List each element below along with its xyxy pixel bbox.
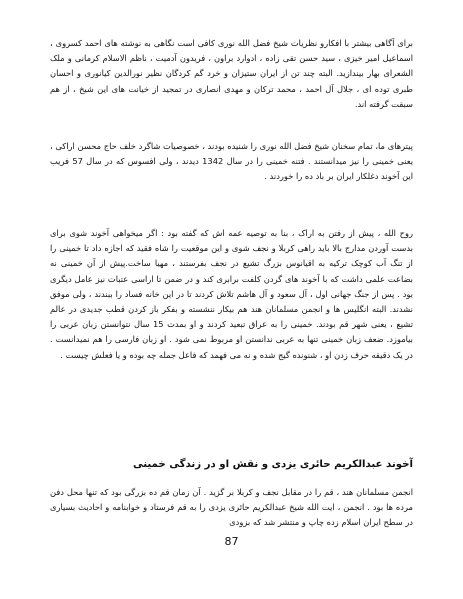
page-number: 87 [224,535,239,548]
paragraph-2: پیترهای ما، تمام سخنان شیخ فضل الله نوری را شنیده بودند ، خصوصیات شاگرد خلف حاج محسن اراکی ، یعنی خمینی را نیز میدانستند . فتنه خمینی را در سال 1342 دیدند ، ولی افسوس که در سال 57 فریب این آخوند دغلکار ایران بر باد ده را خوردند . [50,141,414,182]
paragraph-4: روح الله ، پیش از رفتن به اراک ، بنا به توصیه عمه اش که گفته بود : اگر میخواهی آخوند شوی برای بدست آوردن مدارج بالا باید راهی کربلا و نجف شوی و این موقعیت را شاه فقید که اجازه داد تا خمینی را از تنگ آب کوچک ترکیه به اقیانوس بزرگ تشیع در نجف بفرستند ، مهیا ساخت.پیش از آن خمینی نه بضاعت علمی داشت که با آخوند های گردن کلفت برابری کند و در ضمن تا اراسی عتبات نیز عامل دیگری بود . پس از جنگ جهانی اول ، آل سعود و آل هاشم تلاش کردند تا در این خانه فساد را ببندند ، ولی موفق نشدند. البته انگلیس ها و انجمن مسلمانان هند هم بیکار ننشسته و بفکر باز کردن قطب جدیدی در عالم تشیع ، یعنی شهر قم بودند. خمینی را به عراق تبعید کردند و او بمدت 15 سال نتوانستن زبان عربی را بیاموزد. ضعف زبان خمینی تنها به عربی ندانستن او مربوط نمی شود . او زبان فارسی را هم نمیدانست . در یک دقیقه حرف زدن او ، شنونده گیج شده و نه می فهمد که فاعل جمله چه بوده و یا فعلش چیست . [50,228,414,360]
paragraph-1: برای آگاهی بیشتر با افکارو نظریات شیخ فضل الله نوری کافی است نگاهی به نوشته های احمد کسروی ، اسماعیل امیر خیزی ، سید حسن تقی زاده ، ادوارد براون ، فریدون آدمیت ، ناظم الاسلام کرمانی و ملک الشعرای بهار بیندازید. البته چند تن از ایران ستیزان و خرد گم کردگان نظیر نورالدین کیانوری و احسان طبری توده ای ، جلال آل احمد ، محمد ترکان و مهدی انصاری در تمجید از خیانت های این شیخ ، از هم سبقت گرفته اند. [50,38,413,109]
section-heading: آخوند عبدالکریم حائری یزدی و نقش او در زندگی خمینی [132,459,413,470]
closing-paragraph: انجمن مسلمانان هند ، قم را در مقابل نجف و کربلا بر گزید . آن زمان قم ده بزرگی بود که تنها محل دفن مرده ها بود . انجمن ، ایت الله شیخ عبدالکریم حائری یزدی را به قم فرستاد و خوابنامه و احادیث بسیاری در سطح ایران اسلام زده چاپ و منتشر شد که بزودی [50,487,413,528]
